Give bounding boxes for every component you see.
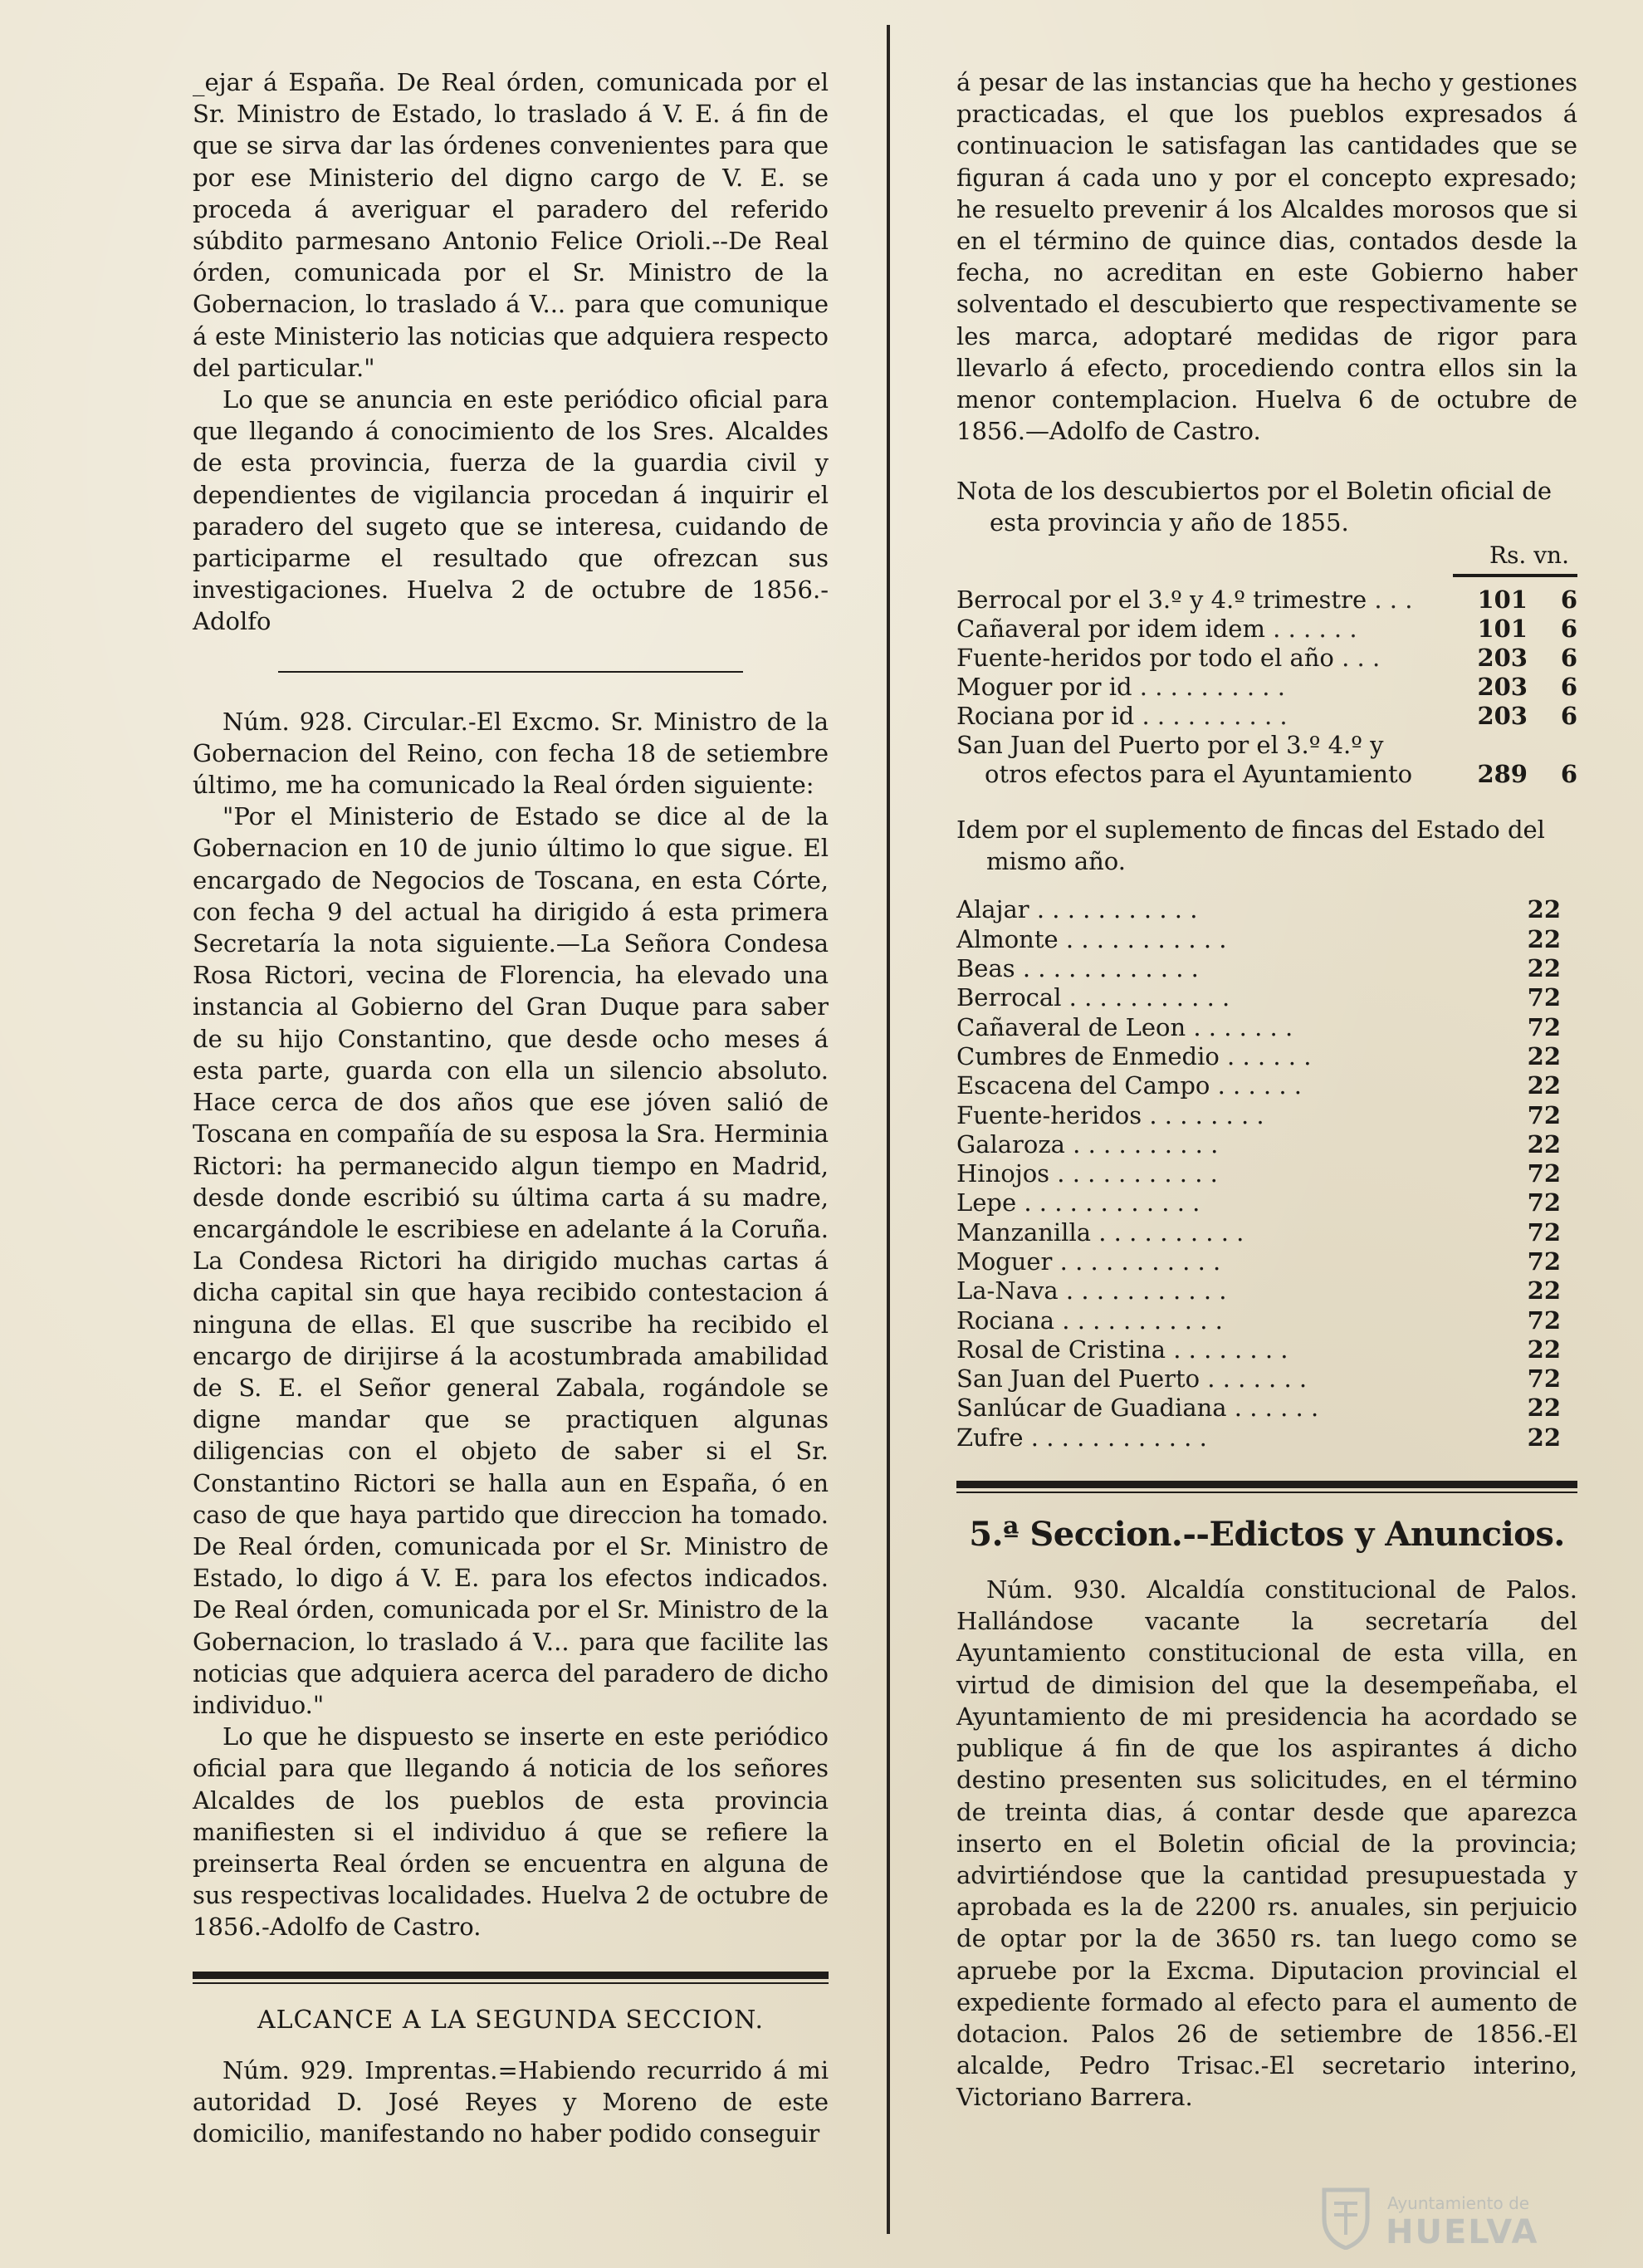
- town: [956, 1101, 1494, 1130]
- supplement-title-line1: Idem por el suplemento de fincas del Estado del: [956, 816, 1545, 845]
- town: [956, 1159, 1494, 1188]
- town: [956, 1335, 1494, 1364]
- paragraph-930: Núm. 930. Alcaldía constitucional de Palos. Hallándose vacante la secretaría del Ayuntamiento constitucional de esta villa, en virtud de dimision del que la desempeñaba, el Ayuntamiento de mi presidencia ha acordado se publique á fin de que los aspirantes á dicho destino presenten sus solicitudes, en el término de treinta dias, á contar desde que aparezca inserto en el Boletin oficial de la provincia; advirtiéndose que la cantidad presupuestada y aprobada es la de 2200 rs. anuales, sin perjuicio de optar por la de 3650 rs. tan luego como se apruebe por la Excma. Diputacion provincial el expediente formado al efecto para el aumento de dotacion. Palos 26 de setiembre de 1856.-El alcalde, Pedro Trisac.-El secretario interino, Victoriano Barrera.: [956, 1575, 1577, 2112]
- town-row: [956, 1247, 1577, 1276]
- debt-town: [956, 673, 1453, 702]
- town-row: [956, 1188, 1577, 1217]
- town-row: [956, 1042, 1577, 1071]
- debt-reales: 289: [1477, 760, 1528, 789]
- leader-dots: . . . . . .: [1210, 1071, 1303, 1100]
- debt-reales: 203: [1477, 644, 1528, 673]
- town-amount: 22: [1527, 954, 1561, 983]
- town-amount: 22: [1527, 1335, 1561, 1364]
- debt-row: [956, 644, 1577, 673]
- town-row: [956, 1101, 1577, 1130]
- leader-dots: . . . . . . .: [1186, 1012, 1293, 1041]
- town-amount: 72: [1527, 1305, 1561, 1335]
- debt-reales: 101: [1477, 615, 1528, 644]
- right-column: [956, 66, 1577, 2114]
- leader-dots: . . . . . . . . . . . .: [1016, 1188, 1200, 1217]
- debt-reales: 203: [1477, 673, 1528, 702]
- debt-maravedis: 6: [1560, 673, 1577, 702]
- town-row: [956, 1364, 1577, 1394]
- town-amount: 72: [1527, 983, 1561, 1012]
- town-row: [956, 1218, 1577, 1247]
- town: [956, 1042, 1494, 1071]
- town-amount: 22: [1527, 1276, 1561, 1305]
- town-row: [956, 1306, 1577, 1335]
- leader-dots: . . . . . .: [1219, 1041, 1312, 1070]
- debt-town-name: Cañaveral por idem idem: [956, 615, 1265, 644]
- leader-dots: . . . . . . . . . . . .: [1015, 954, 1199, 983]
- town-row: [956, 1335, 1577, 1364]
- town: [956, 954, 1494, 983]
- crest-icon: [1319, 2185, 1372, 2250]
- town-name: Escacena del Campo: [956, 1071, 1210, 1100]
- debt-reales: 203: [1477, 702, 1528, 731]
- town-name: Cañaveral de Leon: [956, 1012, 1186, 1041]
- town-name: Cumbres de Enmedio: [956, 1041, 1220, 1070]
- supplement-title-line2: mismo año.: [986, 847, 1126, 876]
- leader-dots: . . . . . . . .: [1142, 1100, 1264, 1129]
- town: [956, 1188, 1494, 1217]
- alcance-heading: ALCANCE A LA SEGUNDA SECCION.: [257, 2005, 765, 2035]
- town-name: Hinojos: [956, 1159, 1050, 1188]
- debt-row: [956, 673, 1577, 702]
- debt-town: [956, 644, 1453, 673]
- town-row: [956, 1159, 1577, 1188]
- town-amount: 22: [1527, 1129, 1561, 1158]
- debt-town-name: Moguer por id: [956, 673, 1132, 702]
- huelva-watermark: [1319, 2185, 1593, 2251]
- leader-dots: . . . . . . . . . .: [1132, 673, 1285, 702]
- town-name: Almonte: [956, 924, 1059, 953]
- debt-town-name: Berrocal por el 3.º y 4.º trimestre: [956, 585, 1367, 615]
- leader-dots: . . . . . . . . . . . .: [1023, 1423, 1207, 1452]
- debt-town-name: San Juan del Puerto por el 3.º 4.º y: [956, 731, 1384, 760]
- town: [956, 1130, 1494, 1159]
- leader-dots: . . . . . . . . . .: [1134, 702, 1288, 731]
- leader-dots: . . . . . . . . . . .: [1058, 924, 1227, 953]
- section-divider-right: [956, 1481, 1577, 1493]
- town-row: [956, 1130, 1577, 1159]
- town-amount: 22: [1527, 924, 1561, 953]
- watermark-title: HUELVA: [1386, 2213, 1539, 2251]
- town: [956, 1071, 1494, 1100]
- town: [956, 1394, 1494, 1423]
- debt-town: [956, 615, 1453, 644]
- town: [956, 1218, 1494, 1247]
- towns-table: [956, 895, 1577, 1452]
- town-amount: 72: [1527, 1188, 1561, 1217]
- debt-town-name: otros efectos para el Ayuntamiento: [985, 760, 1413, 789]
- town-row: [956, 1013, 1577, 1042]
- town-amount: 72: [1527, 1247, 1561, 1276]
- leader-dots: . . .: [1367, 585, 1413, 615]
- town-amount: 22: [1527, 1423, 1561, 1452]
- debt-row: [956, 585, 1577, 615]
- debts-note-title-line1: Nota de los descubiertos por el Boletin oficial de: [956, 477, 1552, 506]
- town-name: Alajar: [956, 895, 1029, 924]
- town: [956, 983, 1494, 1012]
- watermark-subtitle: Ayuntamiento de: [1387, 2193, 1530, 2213]
- debt-maravedis: [1528, 731, 1577, 760]
- debt-maravedis: 6: [1560, 760, 1577, 789]
- leader-dots: . . .: [1333, 644, 1381, 673]
- debt-town: [956, 702, 1453, 731]
- leader-dots: . . . . . . . .: [1166, 1335, 1288, 1364]
- leader-dots: . . . . . . . . . . .: [1058, 1276, 1227, 1305]
- paragraph-2: Lo que se anuncia en este periódico oficial para que llegando á conocimiento de los Sres. Alcaldes de esta provincia, fuerza de la guardia civil y dependientes de vigilancia procedan á inquirir el paradero del sugeto que se interesa, cuidando de participarme el resultado que ofrezcan sus investigaciones. Huelva 2 de octubre de 1856.-Adolfo: [193, 385, 829, 636]
- leader-dots: . . . . . . .: [1200, 1364, 1308, 1394]
- town: [956, 1306, 1494, 1335]
- paragraph-1: _ejar á España. De Real órden, comunicada por el Sr. Ministro de Estado, lo traslado á V. E. á fin de que se sirva dar las órdenes convenientes para que por ese Ministerio del digno cargo de V. E. se proceda á averiguar el paradero del referido súbdito parmesano Antonio Felice Orioli.--De Real órden, comunicada por el Sr. Ministro de la Gobernacion, lo traslado á V... para que comunique á este Ministerio las noticias que adquiera respecto del particular.": [193, 68, 829, 382]
- town-name: Lepe: [956, 1188, 1017, 1217]
- debt-reales: 101: [1477, 585, 1528, 615]
- debt-row: [956, 731, 1577, 760]
- town-name: Zufre: [956, 1423, 1024, 1452]
- leader-dots: . . . . . . . . . . .: [1049, 1159, 1218, 1188]
- paragraph-929: Núm. 929. Imprentas.=Habiendo recurrido á mi autoridad D. José Reyes y Moreno de este domicilio, manifestando no haber podido conseguir: [193, 2055, 829, 2148]
- town-name: Fuente-heridos: [956, 1100, 1142, 1129]
- supplement-title: [956, 814, 1577, 877]
- debt-reales: [1453, 731, 1528, 760]
- town: [956, 1276, 1494, 1305]
- town: [956, 925, 1494, 954]
- debt-town-name: Rociana por id: [956, 702, 1135, 731]
- town-name: San Juan del Puerto: [956, 1364, 1200, 1394]
- debt-town: [956, 731, 1453, 760]
- leader-dots: . . . . . . . . . . .: [1061, 983, 1230, 1012]
- debt-row: [956, 702, 1577, 731]
- currency-units: Rs. vn.: [1489, 541, 1569, 570]
- town-row: [956, 1071, 1577, 1100]
- town-name: Rociana: [956, 1305, 1055, 1335]
- debt-maravedis: 6: [1560, 702, 1577, 731]
- town-amount: 72: [1527, 1364, 1561, 1394]
- debt-maravedis: 6: [1560, 585, 1577, 615]
- debt-maravedis: 6: [1560, 615, 1577, 644]
- paragraph-928-quote: "Por el Ministerio de Estado se dice al de la Gobernacion en 10 de junio último lo que sigue. El encargado de Negocios de Toscana, en esta Córte, con fecha 9 del actual ha dirigido á esta primera Secretaría la nota siguiente.—La Señora Condesa Rosa Rictori, vecina de Florencia, ha elevado una instancia al Gobierno del Gran Duque para saber de su hijo Constantino, que desde ocho meses á esta parte, guarda con ella un silencio absoluto. Hace cerca de dos años que ese jóven salió de Toscana en compañía de su esposa la Sra. Herminia Rictori: ha permanecido algun tiempo en Madrid, desde donde escribió su última carta á su madre, encargándole le escribiese en adelante á la Coruña. La Condesa Rictori ha dirigido muchas cartas á dicha capital sin que haya recibido contestacion á ninguna de ellas. El que suscribe ha recibido el encargo de dirijirse á la acostumbrada amabilidad de S. E. el Señor general Zabala, rogándole se digne mandar que se practiquen algunas diligencias con el objeto de saber si el Sr. Constantino Rictori se halla aun en España, ó en caso de que haya partido que direccion ha tomado. De Real órden, comunicada por el Sr. Ministro de Estado, lo digo á V. E. para los efectos indicados. De Real órden, comunicada por el Sr. Ministro de la Gobernacion, lo traslado á V... para que facilite las noticias que adquiera acerca del paradero de dicho individuo.": [193, 802, 829, 1719]
- town: [956, 1423, 1494, 1452]
- debt-town-name: Fuente-heridos por todo el año: [956, 644, 1334, 673]
- leader-dots: . . . . . . . . . . .: [1052, 1247, 1221, 1276]
- debts-table: [956, 585, 1577, 789]
- paragraph-928-closing: Lo que he dispuesto se inserte en este periódico oficial para que llegando á noticia de los señores Alcaldes de los pueblos de esta provincia manifiesten si el individuo á que se refiere la preinserta Real órden se encuentra en alguna de sus respectivas localidades. Huelva 2 de octubre de 1856.-Adolfo de Castro.: [193, 1722, 829, 1942]
- town-name: Beas: [956, 954, 1015, 983]
- town-name: Moguer: [956, 1247, 1053, 1276]
- town: [956, 895, 1494, 924]
- town-row: [956, 954, 1577, 983]
- section-5-heading: 5.ª Seccion.--Edictos y Anuncios.: [969, 1515, 1565, 1555]
- debts-note-title: [956, 475, 1577, 538]
- town: [956, 1247, 1494, 1276]
- debt-town: [956, 760, 1453, 789]
- town-row: [956, 925, 1577, 954]
- town-amount: 22: [1527, 1071, 1561, 1100]
- section-divider: [193, 1972, 829, 1984]
- town-row: [956, 1423, 1577, 1452]
- debts-note-title-line2: esta provincia y año de 1855.: [990, 508, 1349, 537]
- town: [956, 1364, 1494, 1394]
- town-amount: 72: [1527, 1159, 1561, 1188]
- leader-dots: . . . . . . . . . .: [1091, 1217, 1244, 1247]
- paragraph-928: Núm. 928. Circular.-El Excmo. Sr. Ministro de la Gobernacion del Reino, con fecha 18 de setiembre último, me ha comunicado la Real órden siguiente:: [193, 707, 829, 800]
- town-amount: 72: [1527, 1100, 1561, 1129]
- town-amount: 72: [1527, 1012, 1561, 1041]
- town-amount: 22: [1527, 1394, 1561, 1423]
- leader-dots: . . . . . .: [1264, 615, 1357, 644]
- town: [956, 1013, 1494, 1042]
- town-name: Manzanilla: [956, 1217, 1092, 1247]
- leader-dots: . . . . . .: [1226, 1394, 1319, 1423]
- column-divider: [887, 25, 890, 2234]
- left-column: [193, 66, 829, 2149]
- units-rule: [1453, 574, 1577, 577]
- leader-dots: . . . . . . . . . . .: [1029, 895, 1198, 924]
- town-amount: 72: [1527, 1217, 1561, 1247]
- town-name: Rosal de Cristina: [956, 1335, 1166, 1364]
- town-name: Sanlúcar de Guadiana: [956, 1394, 1227, 1423]
- town-name: La-Nava: [956, 1276, 1059, 1305]
- paragraph-929-continued: á pesar de las instancias que ha hecho y gestiones practicadas, el que los pueblos expresados á continuacion le satisfagan las cantidades que se figuran á cada uno y por el concepto expresado; he resuelto prevenir á los Alcaldes morosos que si en el término de quince dias, contados desde la fecha, no acreditan en este Gobierno haber solventado el descubierto que respectivamente se les marca, adoptaré medidas de rigor para llevarlo á efecto, procediendo contra ellos sin la menor contemplacion. Huelva 6 de octubre de 1856.—Adolfo de Castro.: [956, 68, 1577, 446]
- town-amount: 22: [1527, 895, 1561, 924]
- town-name: Berrocal: [956, 983, 1062, 1012]
- town-amount: 22: [1527, 1041, 1561, 1070]
- leader-dots: . . . . . . . . . .: [1064, 1129, 1219, 1158]
- debt-row: [956, 615, 1577, 644]
- divider: [278, 671, 743, 673]
- town-name: Galaroza: [956, 1129, 1065, 1158]
- town-row: [956, 1394, 1577, 1423]
- debt-row: [956, 760, 1577, 789]
- debt-maravedis: 6: [1560, 644, 1577, 673]
- town-row: [956, 895, 1577, 924]
- town-row: [956, 1276, 1577, 1305]
- leader-dots: . . . . . . . . . . .: [1054, 1305, 1223, 1335]
- debt-town: [956, 585, 1453, 615]
- town-row: [956, 983, 1577, 1012]
